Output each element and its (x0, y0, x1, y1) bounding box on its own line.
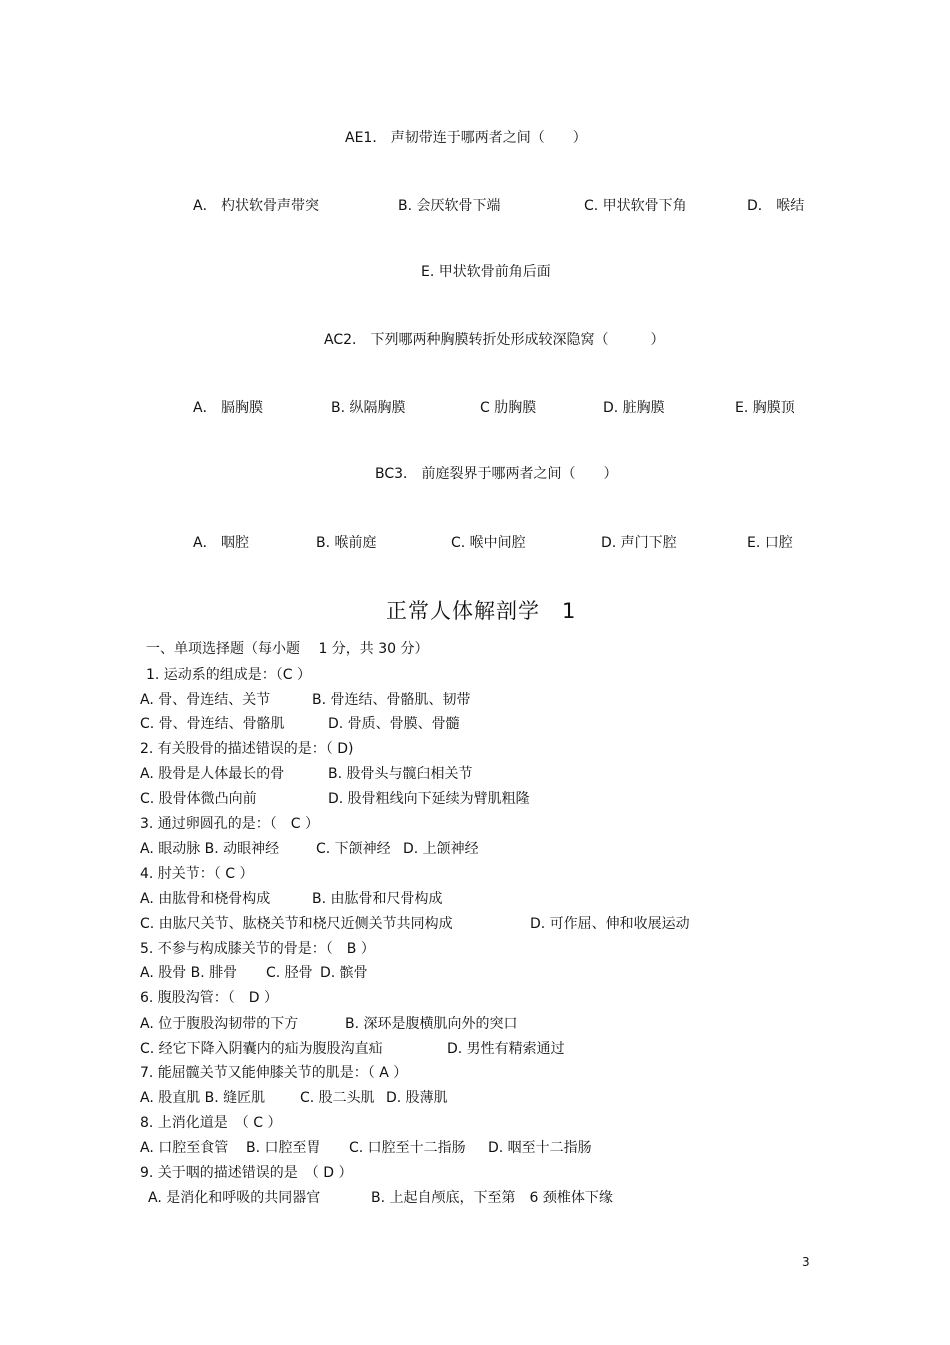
line-q9-ab-right: B. 上起自颅底，下至第 6 颈椎体下缘 (371, 1190, 613, 1206)
line-q4: 4. 肘关节：（ C ） (140, 866, 254, 882)
question-3-option-e: E. 口腔 (747, 535, 793, 551)
line-q5-d: D. 髌骨 (320, 965, 368, 981)
line-q3: 3. 通过卵圆孔的是：（ C ） (140, 816, 320, 832)
line-q5-c: C. 胫骨 (266, 965, 313, 981)
line-q1-cd-right: D. 骨质、骨膜、骨髓 (328, 716, 460, 732)
question-3-stem: BC3． 前庭裂界于哪两者之间（ ） (375, 466, 618, 482)
line-q2: 2. 有关股骨的描述错误的是：（ D) (140, 741, 354, 757)
question-1-option-e: E. 甲状软骨前角后面 (421, 264, 551, 280)
line-q1: 1. 运动系的组成是：（C ） (146, 667, 312, 683)
line-q4-ab-left: A. 由肱骨和桡骨构成 (140, 891, 271, 907)
question-3-option-c: C. 喉中间腔 (451, 535, 526, 551)
line-q3-a: A. 眼动脉 B. 动眼神经 (140, 841, 280, 857)
line-q7: 7. 能屈髋关节又能伸膝关节的肌是：（ A ） (140, 1065, 408, 1081)
line-q2-cd-left: C. 股骨体微凸向前 (140, 791, 257, 807)
line-q9-ab-left: A. 是消化和呼吸的共同器官 (148, 1190, 321, 1206)
question-2-option-a: A． 膈胸膜 (193, 400, 264, 416)
section-heading: 一、单项选择题（每小题 1 分，共 30 分） (146, 641, 429, 657)
line-q7-a: A. 股直肌 B. 缝匠肌 (140, 1090, 266, 1106)
question-1-option-d: D． 喉结 (747, 198, 805, 214)
line-q1-ab-right: B. 骨连结、骨骼肌、韧带 (312, 692, 471, 708)
line-q2-ab-right: B. 股骨头与髋臼相关节 (328, 766, 473, 782)
line-q8-a: A. 口腔至食管 (140, 1140, 229, 1156)
line-q8-d: D. 咽至十二指肠 (488, 1140, 592, 1156)
page-number: 3 (802, 1255, 810, 1269)
line-q8-c: C. 口腔至十二指肠 (349, 1140, 466, 1156)
line-q7-c: C. 股二头肌 (300, 1090, 375, 1106)
question-2-stem: AC2． 下列哪两种胸膜转折处形成较深隐窝（ ） (324, 332, 665, 348)
question-3-option-a: A． 咽腔 (193, 535, 250, 551)
line-q3-d: D. 上颌神经 (403, 841, 479, 857)
question-1-option-a: A． 杓状软骨声带突 (193, 198, 320, 214)
line-q9: 9. 关于咽的描述错误的是 （ D ） (140, 1165, 353, 1181)
line-q2-cd-right: D. 股骨粗线向下延续为臂肌粗隆 (328, 791, 530, 807)
question-2-option-c: C 肋胸膜 (480, 400, 537, 416)
line-q6-ab-left: A. 位于腹股沟韧带的下方 (140, 1016, 299, 1032)
line-q7-d: D. 股薄肌 (386, 1090, 448, 1106)
question-1-option-c: C. 甲状软骨下角 (584, 198, 687, 214)
line-q4-ab-right: B. 由肱骨和尺骨构成 (312, 891, 443, 907)
line-q4-cd-left: C. 由肱尺关节、肱桡关节和桡尺近侧关节共同构成 (140, 916, 453, 932)
line-q5: 5. 不参与构成膝关节的骨是：（ B ） (140, 941, 375, 957)
line-q5-a: A. 股骨 B. 腓骨 (140, 965, 238, 981)
line-q8: 8. 上消化道是 （ C ） (140, 1115, 282, 1131)
question-1-option-b: B. 会厌软骨下端 (398, 198, 501, 214)
section-title: 正常人体解剖学 1 (386, 599, 577, 623)
line-q6: 6. 腹股沟管：（ D ） (140, 990, 279, 1006)
question-2-option-b: B. 纵隔胸膜 (331, 400, 406, 416)
line-q4-cd-right: D. 可作屈、伸和收展运动 (530, 916, 690, 932)
line-q1-cd-left: C. 骨、骨连结、骨骼肌 (140, 716, 285, 732)
line-q2-ab-left: A. 股骨是人体最长的骨 (140, 766, 285, 782)
question-2-option-d: D. 脏胸膜 (603, 400, 665, 416)
question-3-option-d: D. 声门下腔 (601, 535, 677, 551)
line-q6-cd-right: D. 男性有精索通过 (447, 1041, 565, 1057)
question-1-stem: AE1． 声韧带连于哪两者之间（ ） (345, 130, 587, 146)
line-q3-c: C. 下颌神经 (316, 841, 391, 857)
question-2-option-e: E. 胸膜顶 (735, 400, 795, 416)
question-3-option-b: B. 喉前庭 (316, 535, 377, 551)
line-q6-ab-right: B. 深环是腹横肌向外的突口 (345, 1016, 518, 1032)
line-q1-ab-left: A. 骨、骨连结、关节 (140, 692, 271, 708)
line-q6-cd-left: C. 经它下降入阴囊内的疝为腹股沟直疝 (140, 1041, 383, 1057)
line-q8-b: B. 口腔至胃 (246, 1140, 321, 1156)
